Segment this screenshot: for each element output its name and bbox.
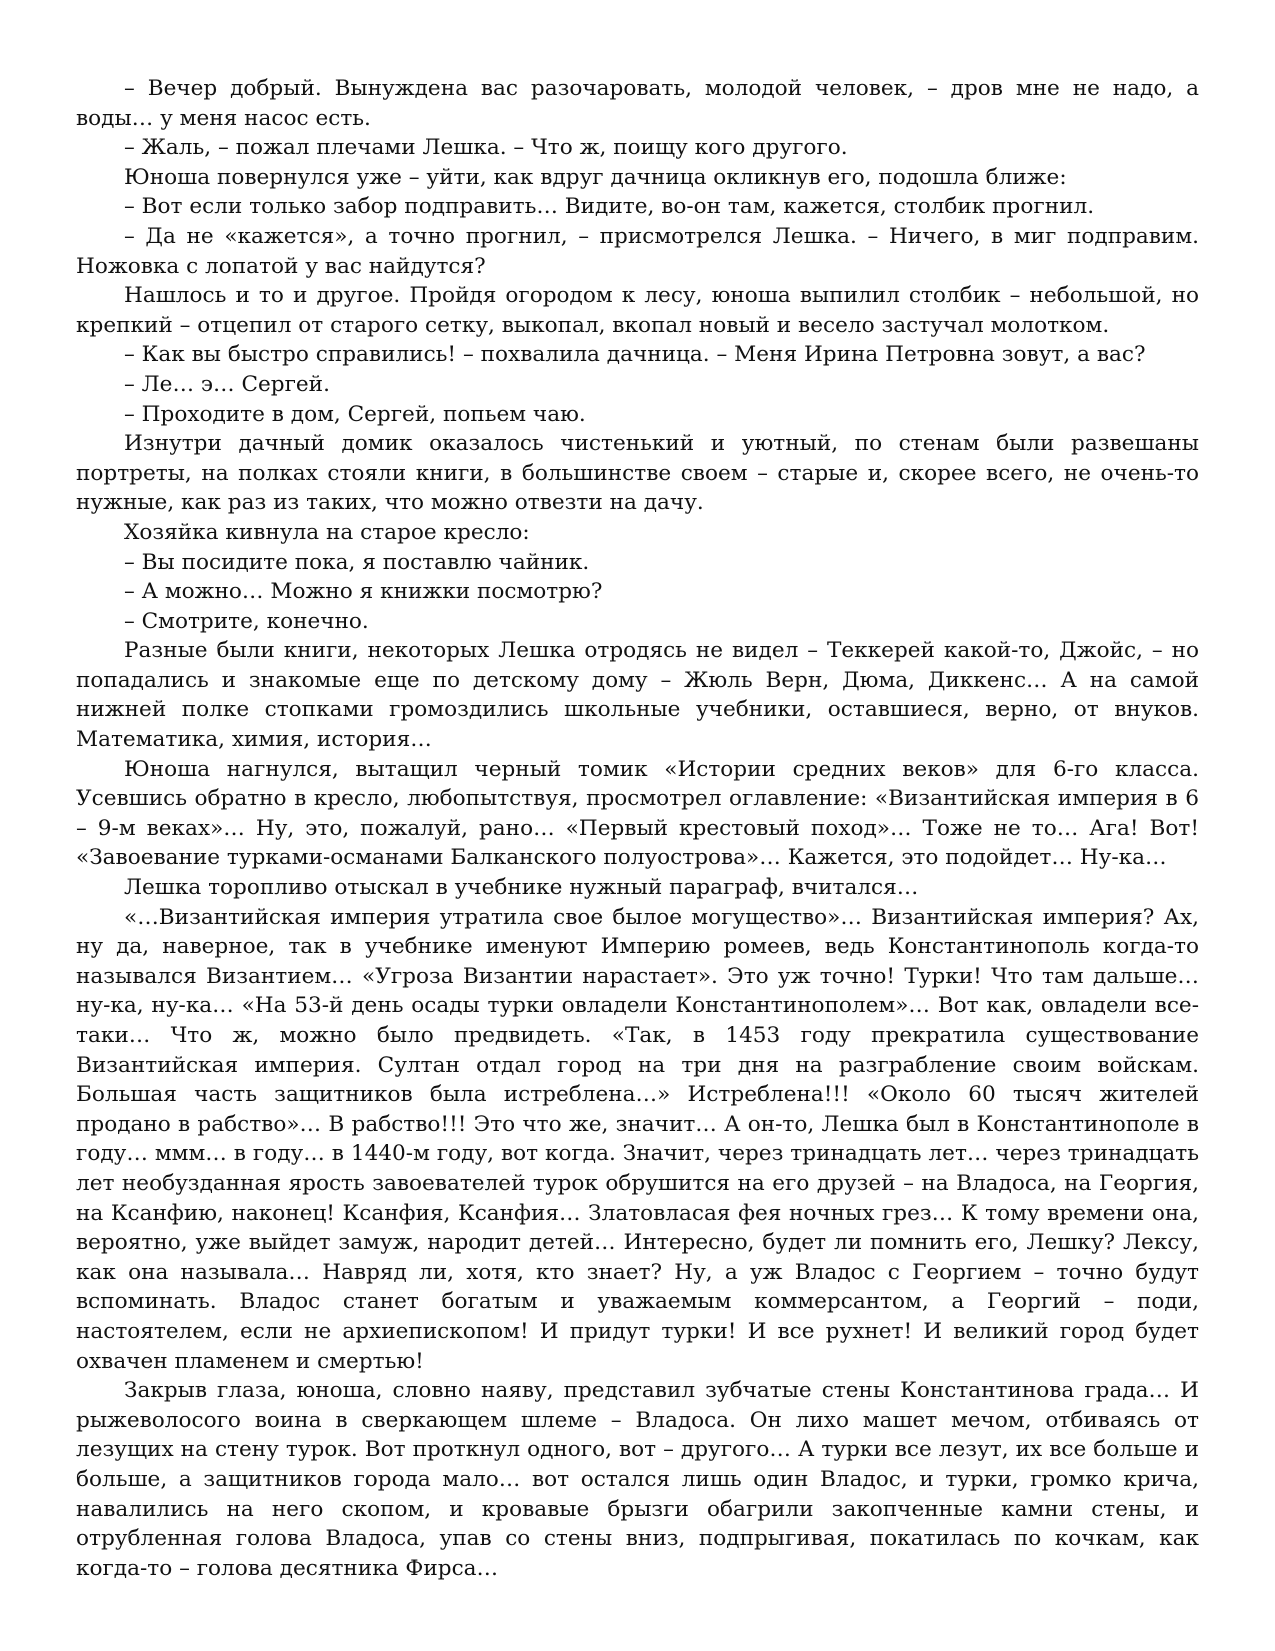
paragraph: Закрыв глаза, юноша, словно наяву, представил зубчатые стены Константинова града… И рыжеволосого воина в сверкающем шлеме – Владоса. Он лихо машет мечом, отбиваясь от лезущих на стену турок. Вот проткнул одного, вот – другого… А турки все лезут, их все больше и больше, а защитников города мало… вот остался лишь один Владос, и турки, громко крича, навалились на него скопом, и кровавые брызги обагрили закопченные камни стены, и отрубленная голова Владоса, упав со стены вниз, подпрыгивая, покатилась по кочкам, как когда-то – голова десятника Фирса… (76, 1378, 1199, 1581)
paragraph: Юноша нагнулся, вытащил черный томик «Истории средних веков» для 6-го класса. Усевшись обратно в кресло, любопытствуя, просмотрел оглавление: «Византийская империя в 6 – 9-м веках»… Ну, это, пожалуй, рано… «Первый крестовый поход»… Тоже не то… Ага! Вот! «Завоевание турками-османами Балканского полуострова»… Кажется, это подойдет… Ну-ка… (76, 756, 1199, 871)
paragraph: Изнутри дачный домик оказалось чистенький и уютный, по стенам были развешаны портреты, на полках стояли книги, в большинстве своем – старые и, скорее всего, не очень-то нужные, как раз из таких, что можно отвезти на дачу. (76, 431, 1199, 516)
paragraph: «…Византийская империя утратила свое былое могущество»… Византийская империя? Ах, ну да, наверное, так в учебнике именуют Империю ромеев, ведь Константинополь когда-то назывался Византием… «Угроза Византии нарастает». Это уж точно! Турки! Что там дальше… ну-ка, ну-ка… «На 53-й день осады турки овладели Константинополем»… Вот как, овладели все-таки… Что ж, можно было предвидеть. «Так, в 1453 году прекратила существование Византийская империя. Султан отдал город на три дня на разграбление своим войскам. Большая часть защитников была истреблена…» Истреблена!!! «Около 60 тысяч жителей продано в рабство»… В рабство!!! Это что же, значит… А он-то, Лешка был в Константинополе в году… ммм… в году… в 1440-м году, вот когда. Значит, через тринадцать лет… через тринадцать лет необузданная ярость завоевателей турок обрушится на его друзей – на Владоса, на Георгия, на Ксанфию, наконец! Ксанфия, Ксанфия… Златовласая фея ночных грез… К тому времени она, вероятно, уже выйдет замуж, народит детей… Интересно, будет ли помнить его, Лешку? Лексу, как она называла… Навряд ли, хотя, кто знает? Ну, а уж Владос с Георгием – точно будут вспоминать. Владос станет богатым и уважаемым коммерсантом, а Георгий – поди, настоятелем, если не архиепископом! И придут турки! И все рухнет! И великий город будет охвачен пламенем и смертью! (76, 904, 1199, 1374)
paragraph: Юноша повернулся уже – уйти, как вдруг дачница окликнув его, подошла ближе: (124, 164, 1067, 190)
paragraph: – Смотрите, конечно. (124, 608, 369, 634)
paragraph: – Ле… э… Сергей. (124, 371, 330, 397)
document-body (76, 74, 1199, 1583)
paragraph: – Вечер добрый. Вынуждена вас разочаровать, молодой человек, – дров мне не надо, а воды… у меня насос есть. (76, 76, 1199, 131)
paragraph: Хозяйка кивнула на старое кресло: (124, 519, 530, 545)
paragraph: – Вот если только забор подправить… Видите, во-он там, кажется, столбик прогнил. (124, 194, 1095, 220)
paragraph: – Как вы быстро справились! – похвалила дачница. – Меня Ирина Петровна зовут, а вас? (124, 342, 1146, 368)
paragraph: – Вы посидите пока, я поставлю чайник. (124, 549, 590, 575)
paragraph: – А можно… Можно я книжки посмотрю? (124, 579, 603, 605)
paragraph: – Проходите в дом, Сергей, попьем чаю. (124, 401, 586, 427)
paragraph: Разные были книги, некоторых Лешка отродясь не видел – Теккерей какой-то, Джойс, – но попадались и знакомые еще по детскому дому – Жюль Верн, Дюма, Диккенс… А на самой нижней полке стопками громоздились школьные учебники, оставшиеся, верно, от внуков. Математика, химия, история… (76, 638, 1199, 753)
paragraph: – Жаль, – пожал плечами Лешка. – Что ж, поищу кого другого. (124, 135, 848, 161)
paragraph: Лешка торопливо отыскал в учебнике нужный параграф, вчитался… (124, 875, 919, 901)
paragraph: – Да не «кажется», а точно прогнил, – присмотрелся Лешка. – Ничего, в миг подправим. Ножовка с лопатой у вас найдутся? (76, 223, 1199, 279)
paragraph: Нашлось и то и другое. Пройдя огородом к лесу, юноша выпилил столбик – небольшой, но крепкий – отцепил от старого сетку, выкопал, вкопал новый и весело застучал молотком. (76, 283, 1199, 338)
